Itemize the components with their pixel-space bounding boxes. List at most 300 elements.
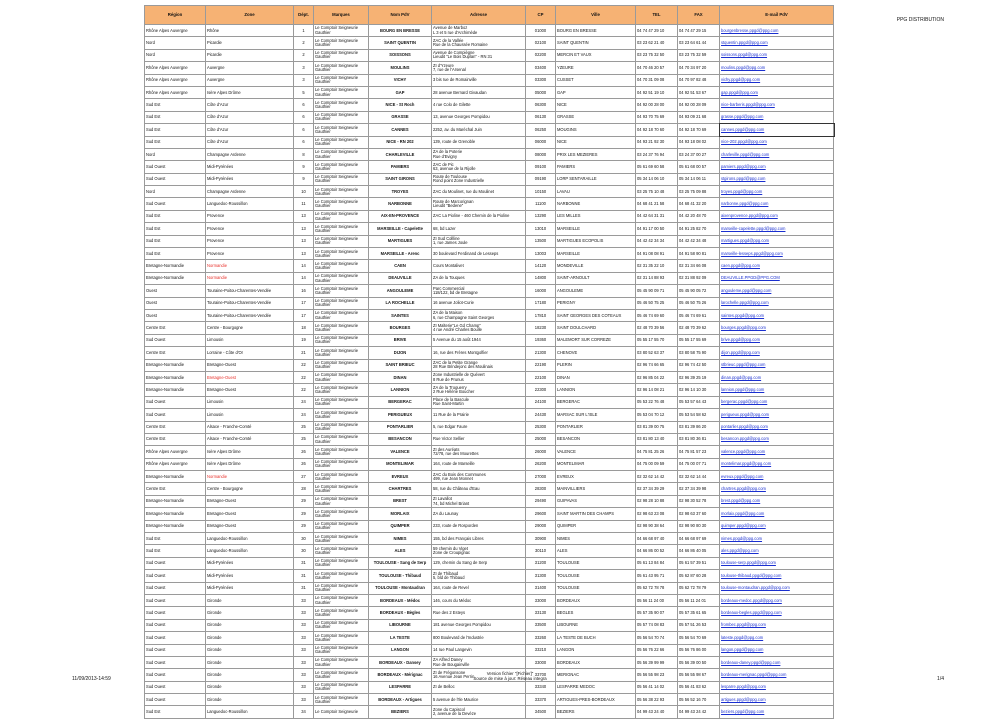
email-link[interactable]: soissons.ppgd@ppg.com: [720, 49, 834, 61]
email-link[interactable]: perigueux.ppgd@ppg.com: [720, 409, 834, 421]
phone-cell: 03 24 37 76 94: [636, 148, 678, 160]
table-row: [145, 632, 834, 644]
brand-cell: Le Comptoir Seigneurie Gauthier: [314, 37, 369, 49]
fax-cell: 05 61 57 39 51: [678, 557, 720, 569]
address-cell: Cours Montalivet: [432, 260, 526, 272]
phone-cell: 02 98 28 10 88: [636, 495, 678, 507]
dept-cell: 19: [294, 334, 314, 346]
store-name-cell: NIMES: [369, 533, 432, 545]
email-link[interactable]: cannes.ppgd@ppg.com: [720, 124, 834, 136]
store-name-cell: PERIGUEUX: [369, 409, 432, 421]
table-row: [145, 371, 834, 383]
dept-cell: 22: [294, 371, 314, 383]
store-name-cell: BREST: [369, 495, 432, 507]
email-link[interactable]: frombec.ppgd@ppg.com: [720, 619, 834, 631]
address-cell: 30 boulevard Ferdinand de Lesseps: [432, 248, 526, 260]
region-cell: Centre Est: [145, 483, 206, 495]
city-cell: NICE: [556, 99, 636, 111]
fax-cell: 03 81 80 36 81: [678, 433, 720, 445]
page-number: 1/4: [937, 676, 944, 682]
store-name-cell: MARSEILLE - Capelette: [369, 223, 432, 235]
table-row: [145, 471, 834, 483]
postal-code-cell: 29490: [526, 495, 556, 507]
postal-code-cell: 19360: [526, 334, 556, 346]
brand-cell: Le Comptoir Seigneurie Gauthier: [314, 309, 369, 321]
address-cell: ZI d'Yzeure 7, rue de l'Arsenal: [432, 62, 526, 74]
table-row: [145, 37, 834, 49]
region-cell: Rhône Alpes Auvergne: [145, 458, 206, 470]
city-cell: PRIX LES MEZIERES: [556, 148, 636, 160]
postal-code-cell: 29600: [526, 508, 556, 520]
region-cell: Sud Ouest: [145, 632, 206, 644]
store-name-cell: BOURGES: [369, 322, 432, 334]
city-cell: DINAN: [556, 371, 636, 383]
email-link[interactable]: DEAUVILLE.PPGD@PPG.COM: [720, 272, 834, 284]
city-cell: MAINVILLIERS: [556, 483, 636, 495]
table-row: [145, 99, 834, 111]
store-name-cell: ANGOULEME: [369, 285, 432, 297]
email-link[interactable]: grasse.ppgd@ppg.com: [720, 111, 834, 123]
column-header-dept: Dépt.: [294, 6, 314, 25]
brand-cell: Le Comptoir Seigneurie Gauthier: [314, 297, 369, 309]
fax-cell: 05 56 11 24 01: [678, 594, 720, 606]
email-link[interactable]: charleville.ppgd@ppg.com: [720, 148, 834, 160]
brand-cell: Le Comptoir Seigneurie Gauthier: [314, 669, 369, 681]
fax-cell: 05 56 55 98 67: [678, 669, 720, 681]
column-header-email: E-mail PdV: [720, 6, 834, 25]
email-link[interactable]: martigues.ppgd@ppg.com: [720, 235, 834, 247]
store-name-cell: SAINT GIRONS: [369, 173, 432, 185]
dept-cell: 31: [294, 570, 314, 582]
email-link[interactable]: toulouse-serp.ppgd@ppg.com: [720, 557, 834, 569]
store-name-cell: MONTELIMAR: [369, 458, 432, 470]
city-cell: SAINT MARTIN DES CHAMPS: [556, 508, 636, 520]
city-cell: MARSAC SUR L'ISLE: [556, 409, 636, 421]
email-link[interactable]: evreux.ppgd@ppg.com: [720, 471, 834, 483]
region-cell: Centre Est: [145, 433, 206, 445]
table-row: [145, 421, 834, 433]
zone-cell: Touraine-Poitou-Charentes-Vendée: [206, 285, 294, 297]
table-row: [145, 210, 834, 222]
phone-cell: 04 92 51 19 10: [636, 86, 678, 98]
dept-cell: 28: [294, 483, 314, 495]
postal-code-cell: 10150: [526, 186, 556, 198]
email-link[interactable]: beziers.ppgd@ppg.com: [720, 706, 834, 718]
brand-cell: Le Comptoir Seigneurie Gauthier: [314, 545, 369, 557]
postal-code-cell: 17810: [526, 309, 556, 321]
region-cell: Sud Ouest: [145, 681, 206, 693]
phone-cell: 04 92 18 70 60: [636, 124, 678, 136]
fax-cell: 04 66 68 97 69: [678, 533, 720, 545]
store-name-cell: SAINTES: [369, 309, 432, 321]
address-cell: 16 avenue Joliot-Curie: [432, 297, 526, 309]
table-row: [145, 248, 834, 260]
table-row: [145, 433, 834, 445]
address-cell: Zone du Capiscol 2, avenue de la Devèze: [432, 706, 526, 718]
phone-cell: 04 70 31 09 08: [636, 74, 678, 86]
zone-cell: Gironde: [206, 607, 294, 619]
postal-code-cell: 29000: [526, 520, 556, 532]
phone-cell: 03 23 62 21 40: [636, 37, 678, 49]
email-link[interactable]: vichy.ppgd@ppg.com: [720, 74, 834, 86]
table-row: [145, 409, 834, 421]
city-cell: EVREUX: [556, 471, 636, 483]
postal-code-cell: 22300: [526, 384, 556, 396]
fax-cell: 05 53 57 64 43: [678, 396, 720, 408]
dept-cell: 13: [294, 248, 314, 260]
brand-cell: Le Comptoir Seigneurie Gauthier: [314, 458, 369, 470]
dept-cell: 27: [294, 471, 314, 483]
dept-cell: 14: [294, 272, 314, 284]
table-row: [145, 25, 834, 37]
email-link[interactable]: dijon.ppgd@ppg.com: [720, 347, 834, 359]
phone-cell: 05 56 38 22 93: [636, 694, 678, 706]
city-cell: CUSSET: [556, 74, 636, 86]
postal-code-cell: 33700: [526, 669, 556, 681]
phone-cell: 04 91 08 08 91: [636, 248, 678, 260]
dept-cell: 33: [294, 644, 314, 656]
zone-cell: Isère Alpes Drôme: [206, 86, 294, 98]
region-cell: Sud Est: [145, 533, 206, 545]
address-cell: 68, bd Lazer: [432, 223, 526, 235]
city-cell: YZEURE: [556, 62, 636, 74]
address-cell: 139, route de Grenoble: [432, 136, 526, 148]
address-cell: Avenue de Compiègne Lieudit "Le Bois Duplan" - RN 31: [432, 49, 526, 61]
email-link[interactable]: lannion.ppgd@ppg.com: [720, 384, 834, 396]
zone-cell: Midi-Pyrénées: [206, 173, 294, 185]
email-link[interactable]: bordeaux-begles.ppgd@ppg.com: [720, 607, 834, 619]
brand-cell: Le Comptoir Seigneurie Gauthier: [314, 483, 369, 495]
phone-cell: 05 56 41 14 02: [636, 681, 678, 693]
city-cell: SAINT QUENTIN: [556, 37, 636, 49]
fax-cell: 02 96 39 25 19: [678, 371, 720, 383]
store-name-cell: MOULINS: [369, 62, 432, 74]
email-link[interactable]: pamiers.ppgd@ppg.com: [720, 161, 834, 173]
table-row: [145, 86, 834, 98]
fax-cell: 02 31 34 66 08: [678, 260, 720, 272]
store-name-cell: MARSEILLE - Arenc: [369, 248, 432, 260]
city-cell: LA TESTE DE BUCH: [556, 632, 636, 644]
phone-cell: 04 70 46 20 57: [636, 62, 678, 74]
zone-cell: Auvergne: [206, 62, 294, 74]
email-link[interactable]: bordeaux-medoc.ppgd@ppg.com: [720, 594, 834, 606]
dept-cell: 33: [294, 694, 314, 706]
city-cell: CHENOVE: [556, 347, 636, 359]
phone-cell: 04 75 00 09 59: [636, 458, 678, 470]
email-link[interactable]: marseille-capelette.ppgd@ppg.com: [720, 223, 834, 235]
brand-cell: Le Comptoir Seigneurie Gauthier: [314, 433, 369, 445]
fax-cell: 04 92 18 70 69: [678, 124, 720, 136]
city-cell: PONTARLIER: [556, 421, 636, 433]
email-link[interactable]: pontarlier.ppgd@ppg.com: [720, 421, 834, 433]
postal-code-cell: 06000: [526, 136, 556, 148]
phone-cell: 05 61 43 95 71: [636, 570, 678, 582]
email-link[interactable]: marseille-lesseps.ppgd@ppg.com: [720, 248, 834, 260]
email-link[interactable]: quimper.ppgd@ppg.com: [720, 520, 834, 532]
address-cell: 4 rue Colo de Gilette: [432, 99, 526, 111]
dept-cell: 21: [294, 347, 314, 359]
zone-cell: Champagne Ardenne: [206, 186, 294, 198]
store-name-cell: BOURG EN BRESSE: [369, 25, 432, 37]
postal-code-cell: 09190: [526, 173, 556, 185]
city-cell: SAINT DOULCHARD: [556, 322, 636, 334]
email-link[interactable]: nice-202.ppgd@ppg.com: [720, 136, 834, 148]
email-link[interactable]: stquentin.ppgd@ppg.com: [720, 37, 834, 49]
email-link[interactable]: nice-barberis.ppgd@ppg.com: [720, 99, 834, 111]
address-cell: 14 rue Paul Langevin: [432, 644, 526, 656]
dept-cell: 3: [294, 62, 314, 74]
email-link[interactable]: bergerac.ppgd@ppg.com: [720, 396, 834, 408]
phone-cell: 02 32 62 14 42: [636, 471, 678, 483]
email-link[interactable]: bordeaux-merignac.ppgd@ppg.com: [720, 669, 834, 681]
store-name-cell: GRASSE: [369, 111, 432, 123]
address-cell: ZA Alfred Daney Rue de Bougainville: [432, 656, 526, 668]
zone-cell: Alsace - Franche-Comté: [206, 433, 294, 445]
region-cell: Sud Est: [145, 210, 206, 222]
email-link[interactable]: besancon.ppgd@ppg.com: [720, 433, 834, 445]
zone-cell: Bretagne-Ouest: [206, 371, 294, 383]
region-cell: Rhône Alpes Auvergne: [145, 74, 206, 86]
zone-cell: Isère Alpes Drôme: [206, 446, 294, 458]
store-name-cell: PONTARLIER: [369, 421, 432, 433]
region-cell: Sud Ouest: [145, 173, 206, 185]
column-header-zone: Zone: [206, 6, 294, 25]
store-name-cell: CAEN: [369, 260, 432, 272]
address-cell: Route de Marcorignan Lieudit "Bedene": [432, 198, 526, 210]
phone-cell: 05 56 76 22 66: [636, 644, 678, 656]
store-name-cell: BORDEAUX - Médoc: [369, 594, 432, 606]
table-row: [145, 49, 834, 61]
email-link[interactable]: valence.ppgd@ppg.com: [720, 446, 834, 458]
postal-code-cell: 08000: [526, 148, 556, 160]
zone-cell: Alsace - Franche-Comté: [206, 421, 294, 433]
dept-cell: 26: [294, 446, 314, 458]
address-cell: 5 Avenue du 15 août 1944: [432, 334, 526, 346]
region-cell: Sud Ouest: [145, 557, 206, 569]
brand-cell: Le Comptoir Seigneurie Gauthier: [314, 694, 369, 706]
dept-cell: 31: [294, 557, 314, 569]
brand-cell: Le Comptoir Seigneurie Gauthier: [314, 272, 369, 284]
phone-cell: 05 55 17 55 70: [636, 334, 678, 346]
postal-code-cell: 30110: [526, 545, 556, 557]
store-name-cell: CHARLEVILLE: [369, 148, 432, 160]
email-link[interactable]: brive.ppgd@ppg.com: [720, 334, 834, 346]
phone-cell: 05 53 04 70 12: [636, 409, 678, 421]
zone-cell: Bretagne-Ouest: [206, 359, 294, 371]
city-cell: TOULOUSE: [556, 570, 636, 582]
address-cell: ZA de la Maison 6, rue Champagne Saint Georges: [432, 309, 526, 321]
dept-cell: 25: [294, 433, 314, 445]
address-cell: ZA du Launay: [432, 508, 526, 520]
email-link[interactable]: narbonne.ppgd@ppg.com: [720, 198, 834, 210]
postal-code-cell: 03300: [526, 74, 556, 86]
region-cell: Bretagne-Normandie: [145, 384, 206, 396]
table-row: [145, 619, 834, 631]
region-cell: Nord: [145, 49, 206, 61]
email-link[interactable]: bourges.ppgd@ppg.com: [720, 322, 834, 334]
postal-code-cell: 06300: [526, 99, 556, 111]
brand-cell: Le Comptoir Seigneurie Gauthier: [314, 570, 369, 582]
dept-cell: 33: [294, 656, 314, 668]
address-cell: ZI Malterie"Le Gd Champ" 4 rue André Charles Boulle: [432, 322, 526, 334]
zone-cell: Picardie: [206, 37, 294, 49]
email-link[interactable]: saintes.ppgd@ppg.com: [720, 309, 834, 321]
postal-code-cell: 33210: [526, 644, 556, 656]
email-link[interactable]: stbrieuc.ppgd@ppg.com: [720, 359, 834, 371]
postal-code-cell: 14120: [526, 260, 556, 272]
email-link[interactable]: langon.ppgd@ppg.com: [720, 644, 834, 656]
zone-cell: Bretagne-Ouest: [206, 384, 294, 396]
address-cell: 2252, av. du Maréchal Juin: [432, 124, 526, 136]
email-link[interactable]: gap.ppgd@ppg.com: [720, 86, 834, 98]
address-cell: 129, chemin du Sang de Serp: [432, 557, 526, 569]
brand-cell: Le Comptoir Seigneurie Gauthier: [314, 173, 369, 185]
zone-cell: Centre - Bourgogne: [206, 322, 294, 334]
city-cell: LIBOURNE: [556, 619, 636, 631]
zone-cell: Touraine-Poitou-Charentes-Vendée: [206, 297, 294, 309]
email-link[interactable]: nimes.ppgd@ppg.com: [720, 533, 834, 545]
email-link[interactable]: lesparre.ppgd@ppg.com: [720, 681, 834, 693]
email-link[interactable]: toulouse-thibaud.ppgd@ppg.com: [720, 570, 834, 582]
zone-cell: Gironde: [206, 594, 294, 606]
zone-cell: Languedoc-Roussillon: [206, 706, 294, 718]
email-link[interactable]: moulins.ppgd@ppg.com: [720, 62, 834, 74]
brand-cell: Le Comptoir Seigneurie Gauthier: [314, 520, 369, 532]
fax-cell: 04 92 51 53 67: [678, 86, 720, 98]
brand-cell: Le Comptoir Seigneurie Gauthier: [314, 148, 369, 160]
email-link[interactable]: ales.ppgd@ppg.com: [720, 545, 834, 557]
brand-cell: Le Comptoir Seigneurie Gauthier: [314, 322, 369, 334]
region-cell: Bretagne-Normandie: [145, 260, 206, 272]
dept-cell: 6: [294, 136, 314, 148]
table-row: [145, 347, 834, 359]
phone-cell: 05 57 35 90 07: [636, 607, 678, 619]
zone-cell: Limousin: [206, 334, 294, 346]
zone-cell: Provence: [206, 210, 294, 222]
city-cell: VALENCE: [556, 446, 636, 458]
brand-cell: Le Comptoir Seigneurie Gauthier: [314, 136, 369, 148]
phone-cell: 03 81 39 00 75: [636, 421, 678, 433]
zone-cell: Côte d'Azur: [206, 111, 294, 123]
brand-cell: Le Comptoir Seigneurie: [314, 706, 369, 718]
dept-cell: 8: [294, 148, 314, 160]
phone-cell: 05 56 11 24 00: [636, 594, 678, 606]
email-link[interactable]: aixenprovence.ppgd@ppg.com: [720, 210, 834, 222]
store-name-cell: BEZIERS: [369, 706, 432, 718]
postal-code-cell: 03400: [526, 62, 556, 74]
table-row: [145, 594, 834, 606]
dept-cell: 29: [294, 495, 314, 507]
email-link[interactable]: chartres.ppgd@ppg.com: [720, 483, 834, 495]
table-row: [145, 607, 834, 619]
email-link[interactable]: troyes.ppgd@ppg.com: [720, 186, 834, 198]
table-row: [145, 570, 834, 582]
email-link[interactable]: stgirons.ppgd@ppg.com: [720, 173, 834, 185]
postal-code-cell: 33500: [526, 619, 556, 631]
address-cell: ZI de Belloc: [432, 681, 526, 693]
fax-cell: 02 31 88 92 09: [678, 272, 720, 284]
column-header-region: Région: [145, 6, 206, 25]
region-cell: Nord: [145, 37, 206, 49]
brand-cell: Le Comptoir Seigneurie Gauthier: [314, 471, 369, 483]
email-link[interactable]: artigues.ppgd@ppg.com: [720, 694, 834, 706]
store-name-cell: LANGON: [369, 644, 432, 656]
dept-cell: 9: [294, 161, 314, 173]
brand-cell: Le Comptoir Seigneurie Gauthier: [314, 533, 369, 545]
postal-code-cell: 13500: [526, 235, 556, 247]
region-cell: Sud Est: [145, 111, 206, 123]
city-cell: BORDEAUX: [556, 656, 636, 668]
brand-cell: Le Comptoir Seigneurie Gauthier: [314, 223, 369, 235]
postal-code-cell: 33000: [526, 594, 556, 606]
email-link[interactable]: morlaix.ppgd@ppg.com: [720, 508, 834, 520]
fax-cell: 03 23 75 32 59: [678, 49, 720, 61]
email-link[interactable]: bourgenbresse.ppgd@ppg.com: [720, 25, 834, 37]
region-cell: Sud Est: [145, 235, 206, 247]
postal-code-cell: 25300: [526, 421, 556, 433]
city-cell: BEGLES: [556, 607, 636, 619]
column-header-pdv: Nom PdV: [369, 6, 432, 25]
zone-cell: Gironde: [206, 619, 294, 631]
email-link[interactable]: lateste.ppgd@ppg.com: [720, 632, 834, 644]
email-link[interactable]: montelimar.ppgd@ppg.com: [720, 458, 834, 470]
postal-code-cell: 09100: [526, 161, 556, 173]
city-cell: NIMES: [556, 533, 636, 545]
postal-code-cell: 33130: [526, 607, 556, 619]
postal-code-cell: 31200: [526, 557, 556, 569]
brand-cell: Le Comptoir Seigneurie Gauthier: [314, 111, 369, 123]
zone-cell: Gironde: [206, 681, 294, 693]
zone-cell: Midi-Pyrénées: [206, 570, 294, 582]
region-cell: Sud Ouest: [145, 409, 206, 421]
postal-code-cell: 22100: [526, 371, 556, 383]
postal-code-cell: 33340: [526, 681, 556, 693]
email-link[interactable]: angouleme.ppgd@ppg.com: [720, 285, 834, 297]
city-cell: BOURG EN BRESSE: [556, 25, 636, 37]
store-name-cell: DEAUVILLE: [369, 272, 432, 284]
zone-cell: Lorraine - Côte d'Or: [206, 347, 294, 359]
table-row: [145, 557, 834, 569]
city-cell: LANGON: [556, 644, 636, 656]
dept-cell: 14: [294, 260, 314, 272]
brand-cell: Le Comptoir Seigneurie Gauthier: [314, 446, 369, 458]
email-link[interactable]: larochelle.ppgd@ppg.com: [720, 297, 834, 309]
phone-cell: 02 37 34 39 29: [636, 483, 678, 495]
dept-cell: 13: [294, 210, 314, 222]
phone-cell: 04 66 68 97 40: [636, 533, 678, 545]
table-row: [145, 173, 834, 185]
table-row: [145, 272, 834, 284]
email-link[interactable]: caen.ppgd@ppg.com: [720, 260, 834, 272]
fax-cell: 02 98 30 52 78: [678, 495, 720, 507]
version-note: Version fichier "[Fichier]" Source de mise à jour: Réseau integra: [473, 671, 547, 681]
city-cell: NICE: [556, 136, 636, 148]
zone-cell: Normandie: [206, 272, 294, 284]
email-link[interactable]: brest.ppgd@ppg.com: [720, 495, 834, 507]
dept-cell: 13: [294, 223, 314, 235]
dept-cell: 33: [294, 619, 314, 631]
email-link[interactable]: bordeaux-daney.ppgd@ppg.com: [720, 656, 834, 668]
store-name-cell: TOULOUSE - Montaudran: [369, 582, 432, 594]
address-cell: Place de la Bascule Rue Saint-Martin: [432, 396, 526, 408]
email-link[interactable]: toulouse-montaudran.ppgd@ppg.com: [720, 582, 834, 594]
email-link[interactable]: dinan.ppgd@ppg.com: [720, 371, 834, 383]
postal-code-cell: 24100: [526, 396, 556, 408]
postal-code-cell: 06130: [526, 111, 556, 123]
dept-cell: 3: [294, 74, 314, 86]
table-row: [145, 334, 834, 346]
brand-cell: Le Comptoir Seigneurie Gauthier: [314, 409, 369, 421]
